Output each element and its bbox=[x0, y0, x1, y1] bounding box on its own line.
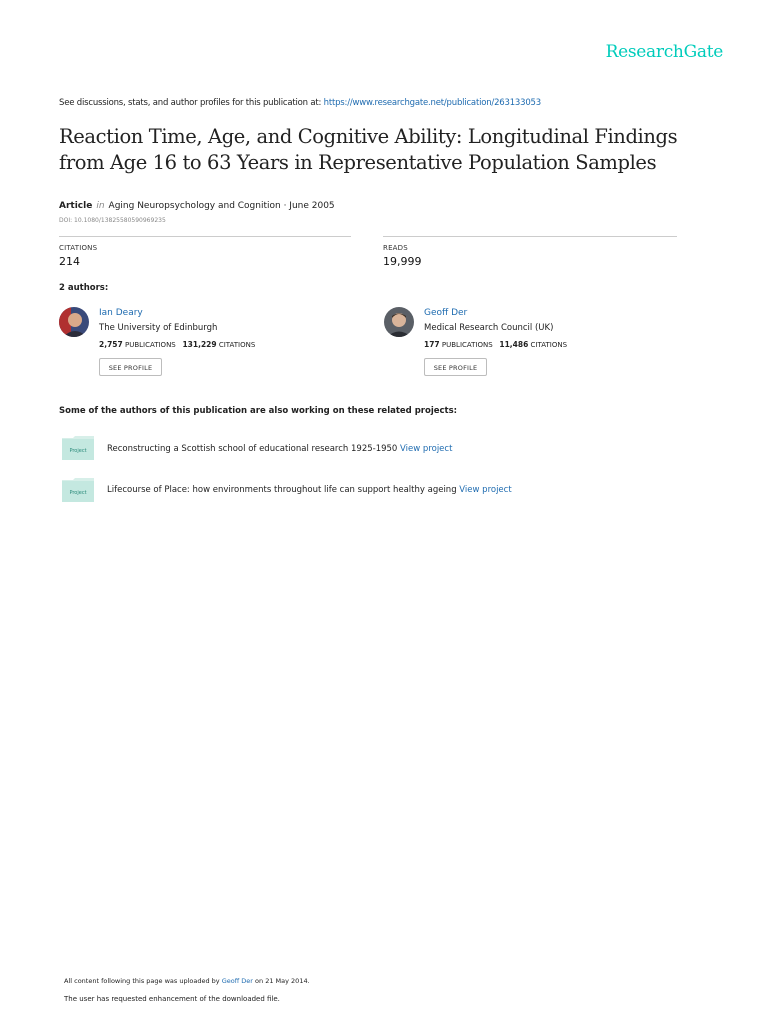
project-icon-label: Project bbox=[69, 448, 87, 454]
avatar-geoff-der[interactable] bbox=[384, 307, 414, 337]
article-title: Reaction Time, Age, and Cognitive Ability: Longitudinal Findings from Age 16 to 63 Years in Representative Population Samples bbox=[59, 125, 678, 174]
see-discussions-line bbox=[59, 98, 541, 108]
upload-note bbox=[64, 977, 310, 985]
author-name-geoff-der[interactable]: Geoff Der bbox=[424, 308, 468, 318]
author-stats bbox=[424, 340, 567, 349]
authors-heading: 2 authors: bbox=[59, 283, 109, 293]
project-icon-label: Project bbox=[69, 490, 87, 496]
view-project-link[interactable]: View project bbox=[400, 444, 453, 454]
author-citations-label: CITATIONS bbox=[530, 341, 568, 349]
author-citations-label: CITATIONS bbox=[218, 341, 256, 349]
author-stats bbox=[99, 340, 255, 349]
project-title: Reconstructing a Scottish school of educational research 1925-1950 bbox=[107, 444, 398, 454]
citations-value: 214 bbox=[59, 255, 80, 268]
article-doi: DOI: 10.1080/13825580590969235 bbox=[59, 217, 166, 224]
avatar-ian-deary[interactable] bbox=[59, 307, 89, 337]
author-name-ian-deary[interactable]: Ian Deary bbox=[99, 308, 143, 318]
article-type: Article bbox=[59, 201, 93, 211]
in-word: in bbox=[96, 201, 105, 211]
citations-divider bbox=[59, 236, 351, 237]
reads-divider bbox=[383, 236, 677, 237]
reads-value: 19,999 bbox=[383, 255, 422, 268]
publications-count: 177 bbox=[424, 340, 440, 349]
publications-count: 2,757 bbox=[99, 340, 123, 349]
researchgate-logo[interactable]: ResearchGate bbox=[605, 42, 723, 62]
project-row bbox=[107, 485, 512, 495]
publications-label: PUBLICATIONS bbox=[124, 341, 176, 349]
see-profile-button[interactable]: SEE PROFILE bbox=[99, 358, 162, 376]
publications-label: PUBLICATIONS bbox=[441, 341, 493, 349]
author-institution: The University of Edinburgh bbox=[99, 323, 218, 333]
article-meta bbox=[59, 201, 335, 211]
upload-suffix: on 21 May 2014. bbox=[255, 977, 310, 985]
journal-date: Aging Neuropsychology and Cognition · June 2005 bbox=[108, 201, 335, 211]
related-projects-heading: Some of the authors of this publication are also working on these related projects: bbox=[59, 406, 458, 416]
citations-label: CITATIONS bbox=[59, 244, 98, 252]
enhancement-note: The user has requested enhancement of the downloaded file. bbox=[64, 995, 280, 1003]
project-title: Lifecourse of Place: how environments throughout life can support healthy ageing bbox=[107, 485, 457, 495]
project-folder-icon bbox=[61, 435, 95, 461]
view-project-link[interactable]: View project bbox=[459, 485, 512, 495]
see-profile-button[interactable]: SEE PROFILE bbox=[424, 358, 487, 376]
project-folder-icon bbox=[61, 477, 95, 503]
author-citations-count: 11,486 bbox=[499, 340, 529, 349]
author-citations-count: 131,229 bbox=[182, 340, 217, 349]
publication-url-link[interactable]: https://www.researchgate.net/publication/263133053 bbox=[323, 98, 541, 108]
see-discussions-text: See discussions, stats, and author profiles for this publication at: bbox=[59, 98, 322, 108]
author-institution: Medical Research Council (UK) bbox=[424, 323, 554, 333]
project-row bbox=[107, 444, 452, 454]
uploader-link[interactable]: Geoff Der bbox=[221, 977, 253, 985]
upload-prefix: All content following this page was uploaded by bbox=[64, 977, 220, 985]
reads-label: READS bbox=[383, 244, 408, 252]
